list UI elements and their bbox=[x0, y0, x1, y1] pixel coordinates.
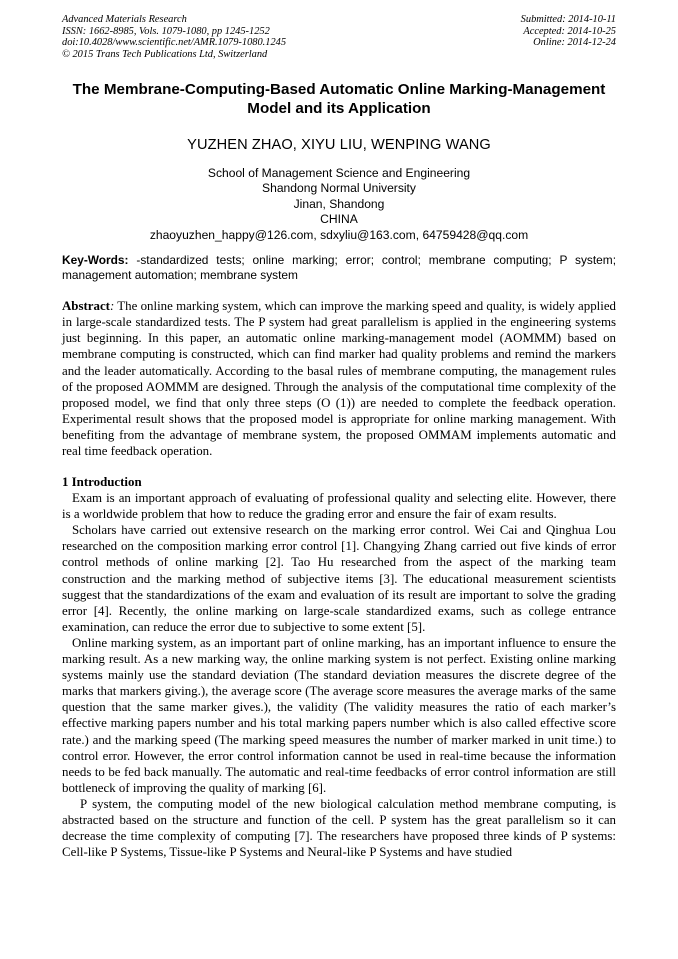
abstract-label: Abstract bbox=[62, 299, 110, 313]
journal-header-right bbox=[521, 14, 616, 49]
doi-line: doi:10.4028/www.scientific.net/AMR.1079-1080.1245 bbox=[62, 37, 287, 49]
affiliation-university: Shandong Normal University bbox=[262, 181, 416, 196]
abstract-text: The online marking system, which can improve the marking speed and quality, is widely applied in large-scale standardized tests. The P system had great parallelism is applied in the engineering systems just beginning. In this paper, an automatic online marking-management model (AOMMM) based on membrane computing is constructed, which can find marker had quality problems and remind the markers and the leader automatically. According to the basal rules of membrane computing, the management rules of the proposed AOMMM are designed. Through the analysis of the computational time complexity of the proposed model, we find that only three steps (O (1)) are needed to complete the feedback operation. Experimental result shows that the proposed model is appropriate for online marking management. With benefiting from the advantage of membrane system, the proposed OMMAM implements automatic and real time feedback operation. bbox=[62, 299, 616, 459]
keywords-block bbox=[62, 253, 616, 283]
affiliation-city: Jinan, Shandong bbox=[293, 196, 385, 211]
journal-name: Advanced Materials Research bbox=[62, 14, 187, 25]
paragraph: P system, the computing model of the new biological calculation method membrane computing, is abstracted based on the structure and function of the cell. P system has the great parallelism so it can decrease the time complexity of computing [7]. The researchers have proposed three kinds of P systems: Cell-like P Systems, Tissue-like P Systems and Neural-like P Systems and have studied bbox=[62, 796, 616, 860]
abstract-block bbox=[62, 298, 616, 460]
submitted-date: Submitted: 2014-10-11 bbox=[520, 14, 616, 25]
paper-title: The Membrane-Computing-Based Automatic Online Marking-Management Model and its Application bbox=[72, 81, 606, 117]
author-emails: zhaoyuzhen_happy@126.com, sdxyliu@163.com, 64759428@qq.com bbox=[149, 227, 529, 242]
section-heading: 1 Introduction bbox=[62, 475, 142, 489]
copyright-line: © 2015 Trans Tech Publications Ltd, Switzerland bbox=[62, 48, 268, 60]
online-date: Online: 2014-12-24 bbox=[533, 37, 616, 49]
keywords-label: Key-Words: bbox=[62, 253, 129, 267]
issn-line: ISSN: 1662-8985, Vols. 1079-1080, pp 1245-1252 bbox=[62, 25, 270, 37]
abstract-colon: : bbox=[109, 299, 115, 313]
accepted-date: Accepted: 2014-10-25 bbox=[523, 25, 616, 37]
journal-header-left bbox=[62, 14, 286, 60]
affiliation-country: CHINA bbox=[320, 212, 358, 227]
paragraph: Exam is an important approach of evaluating of professional quality and selecting elite. However, there is a worldwide problem that how to reduce the grading error and ensure the fair of exam results. bbox=[62, 491, 616, 522]
affiliation-block bbox=[62, 166, 616, 243]
paragraph: Online marking system, as an important part of online marking, has an important influence to ensure the marking result. As a new marking way, the online marking system is not perfect. Existing online marking systems mainly use the standard deviation (The standard deviation measures the discrete degree of the marks that markers giving.), the average score (The average score measures the average marks of the same question that the same marker gives.), the validity (The validity measures the ratio of each marker’s effective marking papers number and his total marking papers number which is also called effective score rate.) and the marking speed (The marking speed measures the number of marker marked in unit time.) to control error. However, the error control information cannot be used in real-time because the information needs to be fed back manually. The automatic and real-time feedbacks of error control information are still bottleneck of improving the quality of marking [6]. bbox=[62, 635, 616, 795]
author-list: YUZHEN ZHAO, XIYU LIU, WENPING WANG bbox=[187, 137, 491, 153]
introduction-section bbox=[62, 474, 616, 860]
paragraph: Scholars have carried out extensive research on the marking error control. Wei Cai and Qinghua Lou researched on the composition marking error control [1]. Changying Zhang carried out five kinds of error control methods of online marking [2]. Tao Hu researched from the aspect of the marking team construction and the marking method of subjective items [3]. The educational measurement scientists suggest that the standardizations of the exam and evaluation of its result are important to solve the grading error [4]. Recently, the online marking on large-scale standardized exams, such as college entrance examination, can reduce the error due to subjective to some extent [5]. bbox=[62, 523, 616, 634]
keywords-text: -standardized tests; online marking; error; control; membrane computing; P system; management automation; membrane system bbox=[62, 253, 616, 282]
affiliation-school: School of Management Science and Engineering bbox=[207, 166, 471, 180]
